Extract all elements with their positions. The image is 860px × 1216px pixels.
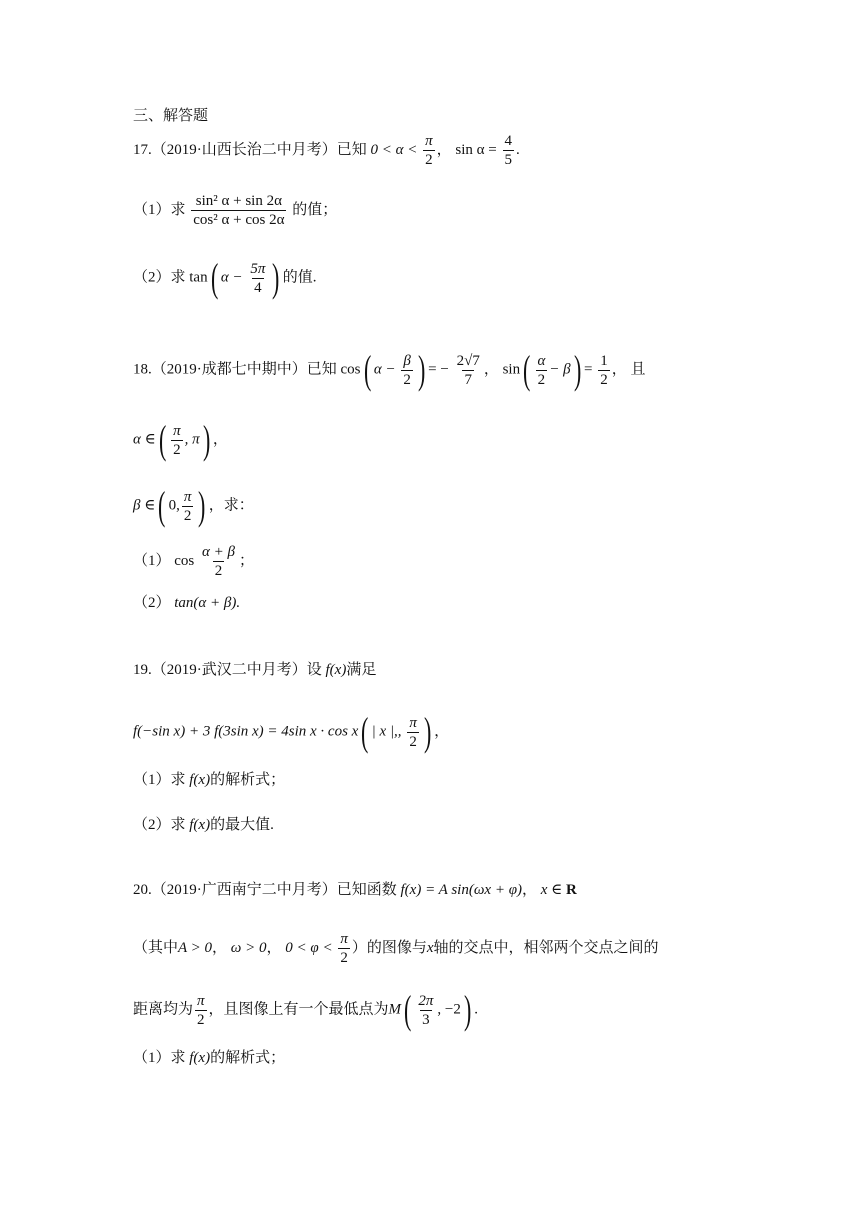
right-paren: ) [417, 347, 426, 392]
q18-zero-comma: 0, [168, 497, 180, 514]
q20-line2-a: （其中 [133, 939, 179, 956]
frac-num: 1 [600, 352, 608, 369]
q18-root-fraction [455, 352, 482, 389]
right-paren: ) [573, 347, 581, 392]
q19-p1-label: （1）求 [133, 772, 186, 788]
q18-number: 18. [133, 361, 152, 378]
q18-alpha-in: α ∈ [133, 431, 156, 448]
q17-p1-tail: 的值； [292, 201, 338, 218]
q19-fx: f(x) [325, 662, 347, 678]
frac-num: π [409, 714, 417, 731]
q20-func: f(x) = A sin(ωx + φ) [400, 882, 522, 898]
q19-p1-tail: 的解析式； [210, 772, 286, 788]
frac-num: π [425, 133, 433, 149]
q18-given-prefix: 已知 [306, 361, 337, 378]
q18-alpha-minus: α − [373, 361, 396, 378]
frac-num: π [340, 931, 348, 947]
frac-num: π [173, 422, 181, 439]
q20-line2-c: 轴的交点中，相邻两个交点之间的 [433, 939, 659, 956]
right-paren: ) [198, 483, 206, 528]
frac-num: α [537, 352, 546, 369]
q17-p2-func: tan [189, 269, 208, 286]
q17-stem: 17.（2019·山西长治二中月考）已知 0 < α < $\frac{\pi}{2}$ ， sin α = $\frac{4}{5}$ . [133, 133, 520, 168]
q20-a-cond: A > 0 [178, 939, 213, 956]
q20-line3-b: ，且图像上有一个最低点为 [208, 1001, 389, 1018]
q20-line3-a: 距离均为 [133, 1001, 194, 1018]
q18-p1-func: cos [174, 552, 195, 569]
frac-den: 2 [340, 950, 348, 966]
q17-p2-inner: α − [220, 269, 243, 286]
q17-part2 [133, 255, 317, 300]
q19-p1-fx: f(x) [189, 772, 211, 788]
q18-source: （2019·成都七中期中） [151, 361, 307, 378]
q18-comma-pi: , π [184, 431, 200, 448]
q17-four-fifths [503, 132, 515, 169]
q17-p1-label: （1）求 [133, 201, 186, 218]
q17-sin-label: sin α = [455, 141, 497, 158]
q18-ask: ，求： [208, 497, 254, 514]
q19-equation-text: f(−sin x) + 3 f(3sin x) = 4sin x · cos x [133, 723, 359, 740]
frac-num: β [403, 352, 411, 369]
q20-number: 20. [133, 882, 152, 898]
frac-den: 3 [422, 1011, 430, 1028]
frac-den: 2 [425, 152, 433, 168]
right-paren: ) [463, 987, 472, 1032]
q19-intro: 设 [306, 662, 322, 678]
q17-pi-over-2 [423, 132, 435, 169]
frac-den: 2 [409, 733, 417, 750]
q18-pi-over-2 [171, 422, 183, 459]
q18-minus-beta: − β [549, 361, 571, 378]
q20-intro: 已知函数 [336, 882, 397, 898]
q19-number: 19. [133, 662, 152, 678]
frac-den: 2 [403, 371, 411, 388]
q19-part2 [133, 815, 274, 835]
q17-cond: 0 < α < [370, 141, 418, 158]
q17-source: （2019·山西长治二中月考） [151, 141, 337, 158]
frac-num: 2π [418, 992, 434, 1009]
q20-xaxis: x [426, 939, 434, 956]
frac-num: α + β [202, 544, 235, 560]
frac-num: π [197, 992, 205, 1009]
q20-line3: 距离均为 $\frac{\pi}{2}$ ，且图像上有一个最低点为M( $\frac{2\pi}{3}$ , −2) . [133, 987, 478, 1032]
q20-part1 [133, 1048, 285, 1068]
q17-given-prefix: 已知 [336, 141, 367, 158]
left-paren: ( [523, 347, 531, 392]
frac-num: 2√7 [456, 352, 480, 369]
q20-neg-two: , −2 [437, 1001, 461, 1018]
section-title: 三、解答题 [133, 108, 209, 124]
q19-source: （2019·武汉二中月考） [151, 662, 307, 678]
q18-half [598, 352, 610, 389]
q20-p1-tail: 的解析式； [210, 1050, 286, 1066]
q18-eq-neg: = − [428, 361, 449, 378]
left-paren: ( [404, 987, 412, 1032]
frac-den: 7 [464, 371, 472, 388]
q17-p2-label: （2）求 [133, 269, 186, 286]
q18-beta-in: β ∈ [133, 497, 156, 514]
frac-den: 2 [600, 371, 608, 388]
frac-num: π [183, 488, 192, 505]
q17-p2-tail: 的值. [282, 269, 317, 286]
q18-alpha-range: α ∈( $\frac{\pi}{2}$ , π) ， [133, 417, 228, 462]
q18-p2-expr: tan(α + β). [174, 595, 241, 611]
frac-den: 2 [214, 563, 223, 579]
frac-num: 5π [250, 260, 266, 277]
q20-omega-cond: ω > 0 [230, 939, 267, 956]
q20-stem: 20.（2019·广西南宁二中月考）已知函数 f(x) = A sin(ωx + φ)， x ∈ R [133, 882, 577, 898]
frac-num: sin² α + sin 2α [195, 193, 282, 209]
q18-part2 [133, 593, 240, 613]
frac-num: 4 [504, 133, 512, 149]
q20-domain-x: x ∈ [540, 882, 563, 898]
q20-source: （2019·广西南宁二中月考） [151, 882, 337, 898]
q19-cond: | x |,, [371, 723, 402, 740]
q20-line2-b: ）的图像与 [351, 939, 427, 956]
q19-p2-tail: 的最大值. [210, 817, 274, 833]
q20-p1-fx: f(x) [189, 1050, 211, 1066]
left-paren: ( [158, 483, 166, 528]
q20-pi-over-2-b [195, 992, 207, 1029]
q19-pi-over-2 [407, 714, 419, 751]
q18-cos: cos [340, 361, 361, 378]
q18-stem: 18.（2019·成都七中期中）已知 cos( α − $\frac{\beta}{2}$ ) = − $\frac{2√7}{7}$ ， sin( $\frac{\alpha}{2}$ − β) = $\frac{1}{2}$ ， 且 [133, 347, 646, 392]
left-paren: ( [363, 347, 371, 392]
q17-number: 17. [133, 141, 152, 158]
right-paren: ) [423, 709, 432, 754]
q20-line2: （其中A > 0， ω > 0， 0 < φ < $\frac{\pi}{2}$ ）的图像与x轴的交点中，相邻两个交点之间的 [133, 931, 659, 966]
frac-den: 2 [537, 371, 546, 388]
right-paren: ) [202, 417, 210, 462]
q19-p2-label: （2）求 [133, 817, 186, 833]
frac-den: 4 [254, 279, 262, 296]
q18-beta-range [133, 483, 254, 528]
q18-pi-over-2 [182, 488, 194, 525]
q19-satisfies: 满足 [346, 662, 377, 678]
q19-stem [133, 660, 376, 680]
q18-p1-fraction [200, 543, 237, 580]
q18-beta-over-2 [401, 352, 413, 389]
frac-den: 2 [197, 1011, 205, 1028]
q19-p2-fx: f(x) [189, 817, 211, 833]
q18-eq: = [583, 361, 593, 378]
frac-den: 5 [504, 152, 512, 168]
q17-part1 [133, 192, 337, 229]
q20-phi-cond: 0 < φ < [285, 939, 333, 956]
q18-alpha-over-2 [535, 352, 547, 389]
q19-part1 [133, 770, 285, 790]
left-paren: ( [158, 417, 167, 462]
q18-part1: （1） cos $\frac{\alpha + \beta}{2}$ ； [133, 544, 254, 579]
q18-and: 且 [630, 361, 646, 378]
q20-point-m: M [388, 1001, 402, 1018]
q19-equation: f(−sin x) + 3 f(3sin x) = 4sin x · cos x( | x |,, $\frac{\pi}{2}$ ) ， [133, 709, 450, 754]
right-paren: ) [272, 255, 280, 300]
frac-den: 2 [183, 507, 192, 524]
q20-p1-label: （1）求 [133, 1050, 186, 1066]
frac-den: 2 [173, 441, 181, 458]
q20-two-pi-over-3 [416, 992, 435, 1029]
q18-sin: sin [502, 361, 521, 378]
q18-p2-label: （2） [133, 595, 171, 611]
q20-pi-over-2 [338, 930, 350, 967]
q20-real-set: R [566, 882, 577, 898]
q17-p1-fraction [191, 192, 286, 229]
left-paren: ( [361, 709, 369, 754]
frac-den: cos² α + cos 2α [193, 212, 285, 228]
q18-p1-label: （1） [133, 552, 171, 569]
left-paren: ( [210, 255, 218, 300]
q17-p2-fraction [248, 260, 267, 297]
